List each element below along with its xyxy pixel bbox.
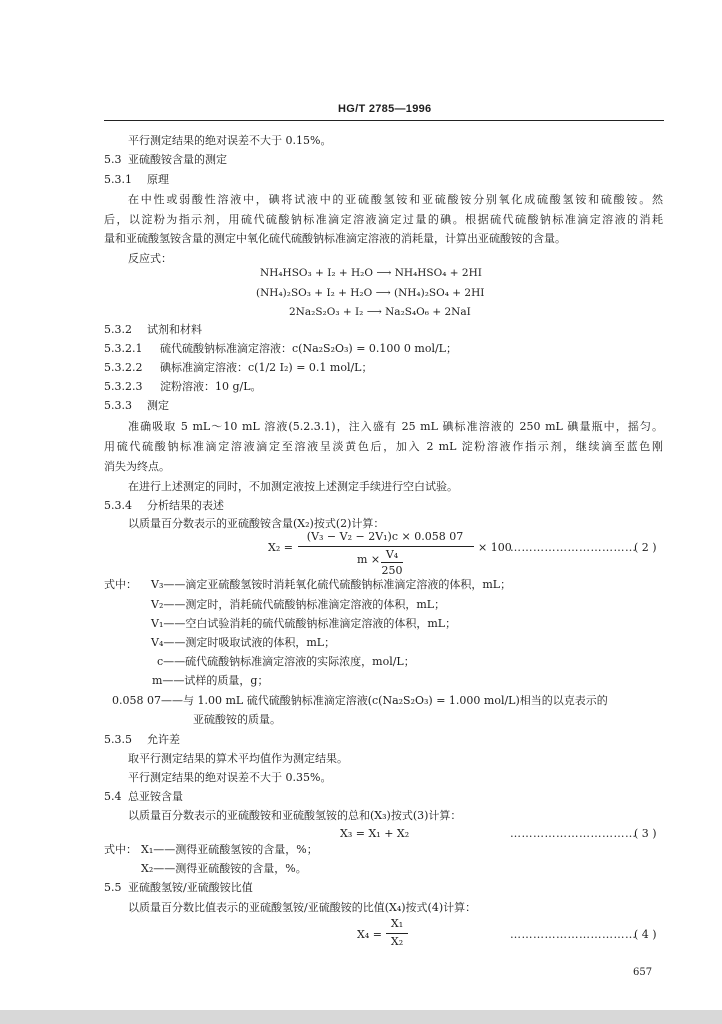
section-5-4-title: 总亚铵含量 [128, 790, 183, 803]
formula-4-intro: 以质量百分数比值表示的亚硫酸氢铵/亚硫酸铵的比值(X₄)按式(4)计算： [128, 901, 477, 914]
formula-4-fraction-bar [386, 933, 408, 934]
blank-test-line: 在进行上述测定的同时，不加测定液按上述测定手续进行空白试验。 [128, 480, 458, 493]
formula-2-numerator: (V₃ − V₂ − 2V₁)c × 0.058 07 [306, 530, 464, 543]
section-5-3-1-number: 5.3.1 [104, 173, 132, 186]
var-x2: X₂——测得亚硫酸铵的含量，%。 [141, 862, 307, 875]
section-5-3-4-title: 分析结果的表述 [147, 499, 224, 512]
formula-2-denominator-m: m × [357, 553, 381, 566]
formula-4-lhs: X₄ = [357, 928, 382, 941]
section-5-3-2-number: 5.3.2 [104, 323, 132, 336]
formula-2-fraction-bar [298, 546, 474, 547]
reaction-2: (NH₄)₂SO₃ + I₂ + H₂O ⟶ (NH₄)₂SO₄ + 2HI [256, 287, 485, 299]
section-5-3-2-1-number: 5.3.2.1 [104, 342, 143, 355]
page-number: 657 [633, 967, 653, 978]
formula-2-lhs: X₂ = [268, 541, 293, 554]
var-constant-line-1: 0.058 07——与 1.00 mL 硫代硫酸钠标准滴定溶液(c(Na₂S₂O₃) = 1.000 mol/L)相当的以克表示的 [112, 694, 608, 707]
tolerance-line-2: 平行测定结果的绝对误差不大于 0.35%。 [128, 771, 332, 784]
section-5-3-2-2-number: 5.3.2.2 [104, 361, 143, 374]
tolerance-line-1: 取平行测定结果的算术平均值作为测定结果。 [128, 752, 348, 765]
section-5-3-2-3-number: 5.3.2.3 [104, 380, 143, 393]
section-5-3-5-title: 允许差 [147, 733, 180, 746]
formula-2-leader-dots: …………………………… [510, 541, 637, 554]
var-m: m——试样的质量，g； [152, 674, 269, 687]
formula-2-number: ( 2 ) [634, 541, 657, 554]
section-5-3-2-3-text: 淀粉溶液：10 g/L。 [160, 380, 262, 393]
var-v1: V₁——空白试验消耗的硫代硫酸钠标准滴定溶液的体积，mL； [151, 617, 457, 630]
formula-4-numerator: X₁ [390, 917, 404, 930]
reaction-1: NH₄HSO₃ + I₂ + H₂O ⟶ NH₄HSO₄ + 2HI [260, 267, 482, 279]
reaction-label: 反应式： [128, 252, 172, 265]
principle-paragraph-line-2: 后，以淀粉为指示剂，用硫代硫酸钠标准滴定溶液滴定过量的碘。根据硫代硫酸钠标准滴定溶液的消耗 [104, 213, 663, 226]
procedure-line-1: 准确吸取 5 mL～10 mL 溶液(5.2.3.1)，注入盛有 25 mL 碘标准溶液的 250 mL 碘量瓶中，摇匀。 [128, 420, 663, 433]
var-v3: V₃——滴定亚硫酸氢铵时消耗氧化硫代硫酸钠标准滴定溶液的体积，mL； [151, 578, 512, 591]
procedure-line-2: 用硫代硫酸钠标准滴定溶液滴定至溶液呈淡黄色后，加入 2 mL 淀粉溶液作指示剂，继续滴至蓝色刚 [104, 440, 663, 453]
var-c: c——硫代硫酸钠标准滴定溶液的实际浓度，mol/L； [157, 655, 415, 668]
section-5-3-2-title: 试剂和材料 [147, 323, 202, 336]
formula-3-number: ( 3 ) [634, 827, 657, 840]
formula-3-leader-dots: …………………………… [510, 827, 637, 840]
formula-4-denominator: X₂ [390, 935, 404, 948]
section-5-3-number: 5.3 [104, 153, 122, 166]
scan-bottom-band [0, 1010, 722, 1024]
page-header: HG/T 2785—1996 [338, 103, 432, 115]
formula-2-inner-numerator: V₄ [385, 548, 399, 561]
precision-line: 平行测定结果的绝对误差不大于 0.15%。 [128, 134, 332, 147]
formula-2-inner-bar [381, 562, 403, 563]
principle-paragraph-line-3: 量和亚硫酸氢铵含量的测定中氧化硫代硫酸钠标准滴定溶液的消耗量，计算出亚硫酸铵的含量。 [104, 232, 566, 245]
section-5-3-title: 亚硫酸铵含量的测定 [128, 153, 227, 166]
var-constant-line-2: 亚硫酸铵的质量。 [193, 713, 281, 726]
var-x1: X₁——测得亚硫酸氢铵的含量，%； [141, 843, 318, 856]
section-5-3-5-number: 5.3.5 [104, 733, 132, 746]
section-5-3-2-2-text: 碘标准滴定溶液：c(1/2 I₂) = 0.1 mol/L； [160, 361, 373, 374]
formula-4-leader-dots: …………………………… [510, 928, 637, 941]
section-5-3-1-title: 原理 [147, 173, 169, 186]
formula-3-intro: 以质量百分数表示的亚硫酸铵和亚硫酸氢铵的总和(X₃)按式(3)计算： [128, 809, 462, 822]
section-5-5-number: 5.5 [104, 881, 122, 894]
section-5-3-3-number: 5.3.3 [104, 399, 132, 412]
where-label-2: 式中： [104, 843, 137, 856]
formula-2-tail: × 100 [478, 541, 512, 554]
var-v4: V₄——测定时吸取试液的体积，mL； [151, 636, 336, 649]
reaction-3: 2Na₂S₂O₃ + I₂ ⟶ Na₂S₄O₆ + 2NaI [289, 306, 471, 318]
section-5-3-3-title: 测定 [147, 399, 169, 412]
header-rule [104, 120, 664, 121]
section-5-5-title: 亚硫酸氢铵/亚硫酸铵比值 [128, 881, 253, 894]
formula-4-number: ( 4 ) [634, 928, 657, 941]
formula-2-intro: 以质量百分数表示的亚硫酸铵含量(X₂)按式(2)计算： [128, 517, 385, 530]
section-5-4-number: 5.4 [104, 790, 122, 803]
where-label: 式中： [104, 578, 137, 591]
formula-2-inner-denominator: 250 [381, 564, 403, 577]
var-v2: V₂——测定时，消耗硫代硫酸钠标准滴定溶液的体积，mL； [151, 598, 446, 611]
procedure-line-3: 消失为终点。 [104, 460, 170, 473]
formula-3: X₃ = X₁ + X₂ [340, 827, 410, 840]
section-5-3-4-number: 5.3.4 [104, 499, 132, 512]
principle-paragraph-line-1: 在中性或弱酸性溶液中，碘将试液中的亚硫酸氢铵和亚硫酸铵分别氧化成硫酸氢铵和硫酸铵。然 [128, 193, 663, 206]
section-5-3-2-1-text: 硫代硫酸钠标准滴定溶液：c(Na₂S₂O₃) = 0.100 0 mol/L； [160, 342, 457, 355]
